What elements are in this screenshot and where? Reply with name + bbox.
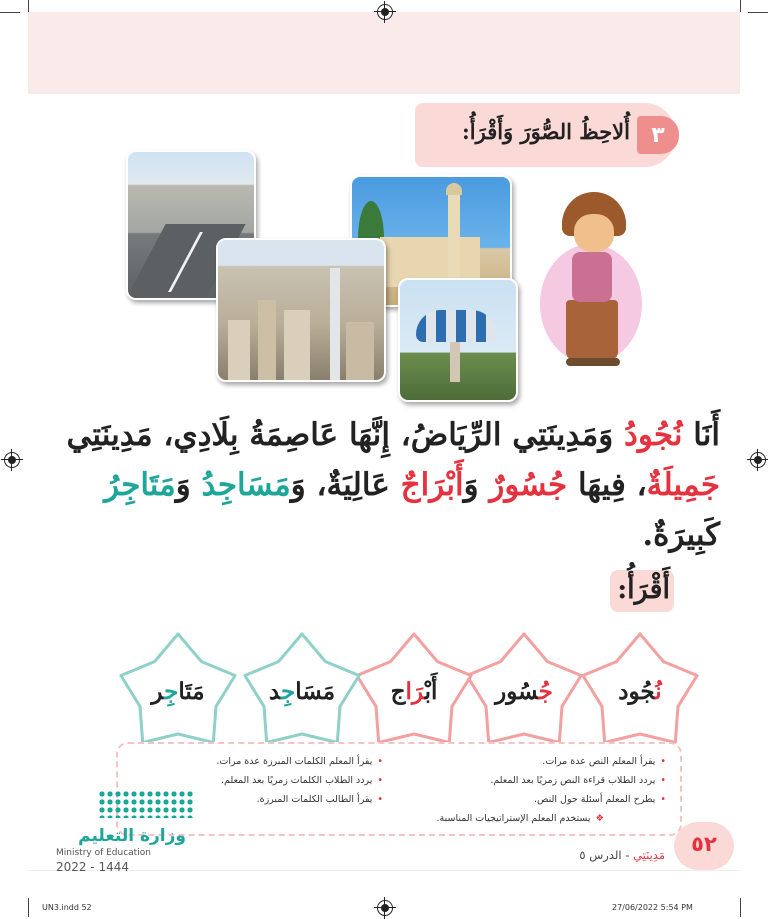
registration-mark-icon <box>377 900 393 916</box>
star-word-part: ر <box>151 678 165 705</box>
crop-mark <box>0 12 20 13</box>
story-segment: وَ <box>463 467 490 503</box>
star-word-part: جُ <box>538 678 553 705</box>
building-shape <box>258 300 276 380</box>
story-segment: مَسَاجِدُ <box>201 467 291 503</box>
story-segment: ، فِيهَا <box>567 467 647 503</box>
word-star <box>112 632 244 750</box>
word-star <box>236 632 368 750</box>
story-segment: جَمِيلَةٌ <box>646 467 720 503</box>
bullet-icon: • <box>660 756 666 767</box>
story-segment: وَمَدِينَتِي الرِّيَاضُ، إِنَّهَا عَاصِمَةُ بِلَادِي، مَدِينَتِي <box>66 417 625 453</box>
ministry-name-arabic: وزارة التعليم <box>78 826 186 846</box>
ministry-logo-icon <box>98 790 194 818</box>
crop-mark <box>28 898 29 917</box>
star-word-part: سُور <box>495 678 539 705</box>
diamond-bullet-icon: ❖ <box>595 813 604 824</box>
minaret-top-shape <box>446 183 462 195</box>
activity-header <box>415 103 675 167</box>
print-slug-file: UN3.indd 52 <box>42 903 92 912</box>
note-item: •يقرأ المعلم الكلمات المبرزة عدة مرات. <box>216 756 383 767</box>
crop-mark <box>748 12 768 13</box>
page-number: ٥٢ <box>691 832 717 856</box>
star-word-part: جِ <box>281 678 296 705</box>
note-item: •يردد الطلاب قراءة النص زمريًا بعد المعلم. <box>490 775 666 786</box>
registration-mark-icon <box>377 4 393 20</box>
city-skyline-photo <box>216 238 386 382</box>
note-item: •يقرأ الطالب الكلمات المبرزة. <box>256 794 383 805</box>
story-line-2 <box>60 460 720 510</box>
tower-building-shape <box>330 268 340 380</box>
print-slug-date: 27/06/2022 5:54 PM <box>612 903 693 912</box>
star-word-part: جُود <box>618 678 656 705</box>
story-segment: أَبْرَاجٌ <box>400 467 464 503</box>
header-band <box>28 12 740 94</box>
tower-top-shape <box>416 310 496 342</box>
note-item: ❖يستخدم المعلم الإستراتيجيات المناسبة. <box>436 813 604 824</box>
crop-mark <box>740 898 741 917</box>
teacher-notes-right <box>408 752 666 828</box>
word-star <box>574 632 706 750</box>
story-segment: جُسُورٌ <box>489 467 568 503</box>
bullet-icon: • <box>377 794 383 805</box>
star-word-part: مَتَا <box>178 678 205 705</box>
star-word <box>236 678 368 705</box>
star-word <box>112 678 244 705</box>
star-word-part: مَسَا <box>295 678 336 705</box>
story-line-3 <box>60 510 720 560</box>
crop-mark <box>28 0 29 12</box>
bullet-icon: • <box>660 775 666 786</box>
bullet-icon: • <box>377 756 383 767</box>
note-item: •يقرأ المعلم النص عدة مرات. <box>542 756 666 767</box>
ministry-name-english: Ministry of Education <box>56 848 151 858</box>
character-shoes <box>566 358 620 366</box>
minaret-shape <box>448 191 460 287</box>
bullet-icon: • <box>377 775 383 786</box>
crop-mark <box>740 0 741 12</box>
note-item: •يردد الطلاب الكلمات زمريًا بعد المعلم. <box>220 775 383 786</box>
star-word-part: ج <box>390 678 406 705</box>
read-section-title: أَقْرَأُ: <box>617 574 670 605</box>
story-segment: وَ <box>175 467 202 503</box>
teacher-notes-box <box>116 742 682 836</box>
activity-title: أُلاحِظُ الصُّوَرَ وَأَقْرَأُ: <box>462 119 630 144</box>
story-segment: مَتَاجِرُ <box>104 467 176 503</box>
bullet-icon: • <box>660 794 666 805</box>
story-segment: نُجُودُ <box>624 417 683 453</box>
water-tower-photo <box>398 278 518 402</box>
building-shape <box>228 320 250 380</box>
star-word-part: د <box>268 678 281 705</box>
star-word-part: رَا <box>405 678 425 705</box>
story-segment: أَنَا <box>682 417 720 453</box>
registration-mark-icon <box>750 452 766 468</box>
character-face <box>574 214 614 252</box>
character-body <box>572 252 612 302</box>
note-item: •يطرح المعلم أسئلة حول النص. <box>533 794 666 805</box>
character-skirt <box>566 300 618 360</box>
lesson-label: مَدِينَتِي - الدرس ٥ <box>579 848 665 862</box>
star-word <box>574 678 706 705</box>
story-segment: كَبِيرَةٌ. <box>642 517 720 553</box>
story-segment: عَالِيَةٌ، وَ <box>290 467 401 503</box>
star-word-part: جِ <box>164 678 179 705</box>
star-word-part: نُ <box>655 678 662 705</box>
building-shape <box>284 310 310 380</box>
story-paragraph <box>60 410 720 560</box>
registration-mark-icon <box>4 452 20 468</box>
building-shape <box>346 322 374 380</box>
activity-number: ٣ <box>637 116 679 154</box>
star-word-part: أَبْ <box>424 678 438 705</box>
story-line-1 <box>60 410 720 460</box>
edition-year: 2022 - 1444 <box>56 860 130 874</box>
